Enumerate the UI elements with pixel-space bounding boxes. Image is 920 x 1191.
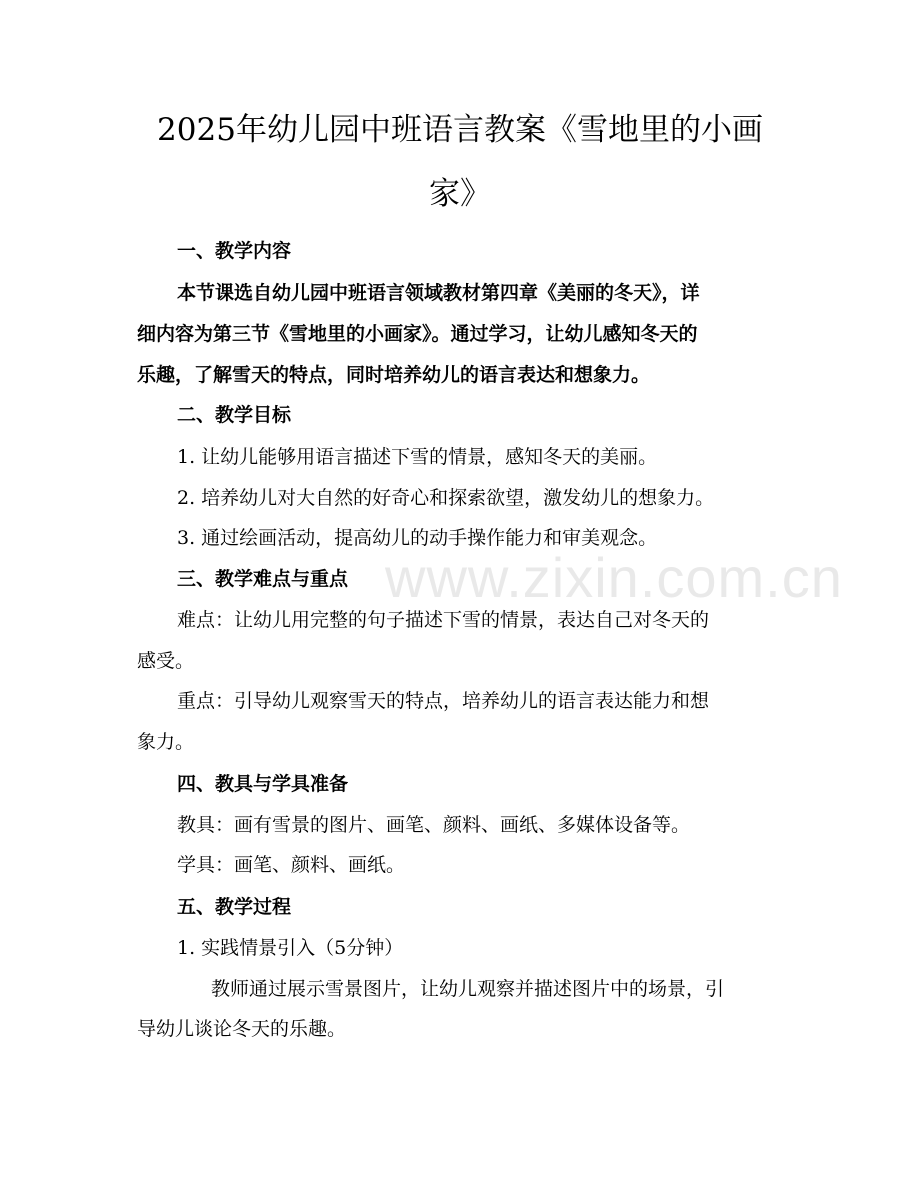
difficulty-line-1: 难点：让幼儿用完整的句子描述下雪的情景，表达自己对冬天的 (177, 609, 710, 631)
process-step-1-line-2: 导幼儿谈论冬天的乐趣。 (137, 1018, 347, 1040)
content-paragraph-line-3: 乐趣，了解雪天的特点，同时培养幼儿的语言表达和想象力。 (137, 364, 651, 386)
focus-line-2: 象力。 (137, 731, 195, 753)
document-title-line-2: 家》 (429, 176, 491, 212)
process-step-1-line-1: 教师通过展示雪景图片，让幼儿观察并描述图片中的场景，引 (211, 978, 725, 1000)
content-paragraph-line-2: 细内容为第三节《雪地里的小画家》。通过学习，让幼儿感知冬天的 (137, 323, 698, 345)
materials-teacher: 教具：画有雪景的图片、画笔、颜料、画纸、多媒体设备等。 (177, 814, 691, 836)
section-heading-materials: 四、教具与学具准备 (177, 773, 349, 795)
section-heading-content: 一、教学内容 (177, 240, 292, 262)
objective-item-2: 2. 培养幼儿对大自然的好奇心和探索欲望，激发幼儿的想象力。 (177, 487, 715, 509)
focus-line-1: 重点：引导幼儿观察雪天的特点，培养幼儿的语言表达能力和想 (177, 690, 710, 712)
materials-student: 学具：画笔、颜料、画纸。 (177, 854, 406, 876)
objective-item-1: 1. 让幼儿能够用语言描述下雪的情景，感知冬天的美丽。 (177, 446, 658, 468)
watermark-text: www.zixin.com.cn (385, 546, 843, 609)
section-heading-process: 五、教学过程 (177, 896, 292, 918)
section-heading-objectives: 二、教学目标 (177, 404, 292, 426)
difficulty-line-2: 感受。 (137, 650, 195, 672)
content-paragraph-line-1: 本节课选自幼儿园中班语言领域教材第四章《美丽的冬天》，详 (177, 282, 700, 304)
section-heading-difficulties: 三、教学难点与重点 (177, 568, 349, 590)
process-step-1: 1. 实践情景引入（5分钟） (177, 937, 404, 959)
objective-item-3: 3. 通过绘画活动，提高幼儿的动手操作能力和审美观念。 (177, 527, 658, 549)
document-title-line-1: 2025年幼儿园中班语言教案《雪地里的小画 (157, 112, 763, 148)
